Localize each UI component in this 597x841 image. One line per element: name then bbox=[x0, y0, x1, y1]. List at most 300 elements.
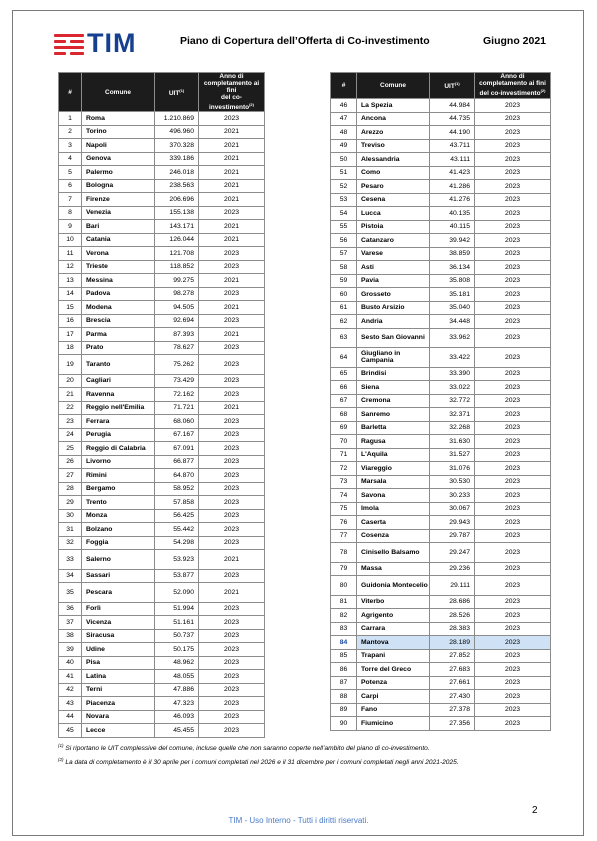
row-number: 87 bbox=[331, 676, 357, 690]
city-name: Torino bbox=[82, 125, 155, 139]
city-name: Carpi bbox=[357, 690, 430, 704]
completion-year: 2023 bbox=[475, 394, 551, 408]
completion-year: 2023 bbox=[199, 569, 265, 583]
uit-value: 33.422 bbox=[430, 348, 475, 368]
row-number: 60 bbox=[331, 288, 357, 302]
city-name: Imola bbox=[357, 502, 430, 516]
completion-year: 2023 bbox=[199, 469, 265, 483]
uit-value: 496.960 bbox=[155, 125, 199, 139]
col-header-anno: Anno di completamento ai fini del co-investimento$^{(2)}$ bbox=[475, 73, 551, 99]
row-number: 10 bbox=[59, 233, 82, 247]
table-row bbox=[331, 139, 551, 153]
table-row bbox=[331, 126, 551, 140]
table-row bbox=[59, 206, 265, 220]
table-row bbox=[331, 301, 551, 315]
city-name: Forlì bbox=[82, 602, 155, 616]
table-row bbox=[59, 656, 265, 670]
city-name: Palermo bbox=[82, 166, 155, 180]
uit-value: 27.378 bbox=[430, 703, 475, 717]
table-header-row bbox=[331, 73, 551, 99]
table-row bbox=[59, 179, 265, 193]
table-row bbox=[59, 139, 265, 153]
city-name: Fano bbox=[357, 703, 430, 717]
city-name: Busto Arsizio bbox=[357, 301, 430, 315]
city-name: Savona bbox=[357, 489, 430, 503]
uit-value: 55.442 bbox=[155, 523, 199, 537]
completion-year: 2023 bbox=[199, 602, 265, 616]
completion-year: 2023 bbox=[199, 415, 265, 429]
table-row bbox=[59, 629, 265, 643]
uit-value: 48.962 bbox=[155, 656, 199, 670]
city-name: Padova bbox=[82, 287, 155, 301]
uit-value: 38.859 bbox=[430, 247, 475, 261]
row-number: 7 bbox=[59, 193, 82, 207]
table-row bbox=[331, 502, 551, 516]
footnote-2: $^{(2)}$ La data di completamento è il 30 aprile per i comuni completati nel 2026 e il 31 dicembre per i comuni completati negli anni 2021-2025. bbox=[58, 757, 459, 767]
completion-year: 2023 bbox=[475, 676, 551, 690]
page-number: 2 bbox=[532, 805, 538, 816]
uit-value: 75.262 bbox=[155, 355, 199, 375]
row-number: 54 bbox=[331, 207, 357, 221]
uit-value: 29.247 bbox=[430, 543, 475, 563]
completion-year: 2021 bbox=[199, 274, 265, 288]
uit-value: 53.923 bbox=[155, 550, 199, 570]
city-name: Treviso bbox=[357, 139, 430, 153]
row-number: 13 bbox=[59, 274, 82, 288]
completion-year: 2023 bbox=[199, 656, 265, 670]
table-row bbox=[59, 583, 265, 603]
row-number: 22 bbox=[59, 401, 82, 415]
city-name: Rimini bbox=[82, 469, 155, 483]
uit-value: 57.858 bbox=[155, 496, 199, 510]
city-name: Livorno bbox=[82, 455, 155, 469]
table-row bbox=[59, 569, 265, 583]
table-row bbox=[331, 529, 551, 543]
uit-value: 68.060 bbox=[155, 415, 199, 429]
city-name: Marsala bbox=[357, 475, 430, 489]
city-name: Taranto bbox=[82, 355, 155, 375]
completion-year: 2023 bbox=[475, 348, 551, 368]
city-name: Cesena bbox=[357, 193, 430, 207]
completion-year: 2023 bbox=[475, 328, 551, 348]
completion-year: 2023 bbox=[199, 523, 265, 537]
uit-value: 32.268 bbox=[430, 421, 475, 435]
completion-year: 2023 bbox=[475, 261, 551, 275]
row-number: 27 bbox=[59, 469, 82, 483]
row-number: 48 bbox=[331, 126, 357, 140]
uit-value: 58.952 bbox=[155, 482, 199, 496]
row-number: 53 bbox=[331, 193, 357, 207]
row-number: 32 bbox=[59, 536, 82, 550]
completion-year: 2023 bbox=[475, 543, 551, 563]
uit-value: 27.661 bbox=[430, 676, 475, 690]
uit-value: 87.393 bbox=[155, 328, 199, 342]
completion-year: 2021 bbox=[199, 220, 265, 234]
row-number: 85 bbox=[331, 649, 357, 663]
uit-value: 27.852 bbox=[430, 649, 475, 663]
city-name: Reggio di Calabria bbox=[82, 442, 155, 456]
uit-value: 1.210.869 bbox=[155, 112, 199, 126]
completion-year: 2023 bbox=[475, 502, 551, 516]
city-name: Vicenza bbox=[82, 616, 155, 630]
row-number: 9 bbox=[59, 220, 82, 234]
uit-value: 27.683 bbox=[430, 663, 475, 677]
table-row bbox=[59, 287, 265, 301]
completion-year: 2023 bbox=[475, 381, 551, 395]
completion-year: 2023 bbox=[199, 670, 265, 684]
table-row bbox=[59, 550, 265, 570]
row-number: 68 bbox=[331, 408, 357, 422]
table-row bbox=[331, 516, 551, 530]
city-name: Modena bbox=[82, 301, 155, 315]
uit-value: 44.984 bbox=[430, 99, 475, 113]
table-row bbox=[331, 274, 551, 288]
city-name: Arezzo bbox=[357, 126, 430, 140]
row-number: 69 bbox=[331, 421, 357, 435]
completion-year: 2023 bbox=[199, 509, 265, 523]
city-name: Brindisi bbox=[357, 367, 430, 381]
completion-year: 2023 bbox=[199, 496, 265, 510]
city-name: Udine bbox=[82, 643, 155, 657]
uit-value: 43.711 bbox=[430, 139, 475, 153]
completion-year: 2023 bbox=[199, 724, 265, 738]
city-name: Ragusa bbox=[357, 435, 430, 449]
footnotes bbox=[58, 740, 558, 768]
city-name: Guidonia Montecelio bbox=[357, 576, 430, 596]
city-name: Massa bbox=[357, 562, 430, 576]
table-row bbox=[59, 469, 265, 483]
completion-year: 2023 bbox=[475, 435, 551, 449]
table-row bbox=[59, 233, 265, 247]
uit-value: 34.448 bbox=[430, 315, 475, 329]
completion-year: 2023 bbox=[199, 112, 265, 126]
completion-year: 2023 bbox=[475, 139, 551, 153]
table-row bbox=[331, 99, 551, 113]
row-number: 37 bbox=[59, 616, 82, 630]
table-row bbox=[59, 260, 265, 274]
row-number: 77 bbox=[331, 529, 357, 543]
completion-year: 2021 bbox=[199, 328, 265, 342]
completion-year: 2023 bbox=[475, 220, 551, 234]
uit-value: 47.323 bbox=[155, 697, 199, 711]
completion-year: 2023 bbox=[475, 516, 551, 530]
row-number: 26 bbox=[59, 455, 82, 469]
table-row bbox=[331, 367, 551, 381]
col-header-comune: Comune bbox=[357, 73, 430, 99]
row-number: 8 bbox=[59, 206, 82, 220]
table-row bbox=[331, 261, 551, 275]
completion-year: 2021 bbox=[199, 233, 265, 247]
row-number: 70 bbox=[331, 435, 357, 449]
uit-value: 72.162 bbox=[155, 388, 199, 402]
row-number: 16 bbox=[59, 314, 82, 328]
uit-value: 370.328 bbox=[155, 139, 199, 153]
city-name: Bari bbox=[82, 220, 155, 234]
page-title: Piano di Copertura dell’Offerta di Co-investimento bbox=[180, 35, 430, 47]
uit-value: 28.686 bbox=[430, 595, 475, 609]
city-name: Brescia bbox=[82, 314, 155, 328]
city-name: Alessandria bbox=[357, 153, 430, 167]
uit-value: 29.943 bbox=[430, 516, 475, 530]
table-row bbox=[331, 717, 551, 731]
row-number: 6 bbox=[59, 179, 82, 193]
table-row bbox=[331, 381, 551, 395]
table-row bbox=[59, 643, 265, 657]
uit-value: 44.190 bbox=[430, 126, 475, 140]
uit-value: 28.526 bbox=[430, 609, 475, 623]
completion-year: 2023 bbox=[475, 690, 551, 704]
row-number: 90 bbox=[331, 717, 357, 731]
city-name: Pesaro bbox=[357, 180, 430, 194]
tim-logo bbox=[54, 28, 146, 59]
table-row bbox=[331, 636, 551, 650]
row-number: 28 bbox=[59, 482, 82, 496]
uit-value: 67.167 bbox=[155, 428, 199, 442]
city-name: Viareggio bbox=[357, 462, 430, 476]
row-number: 79 bbox=[331, 562, 357, 576]
row-number: 67 bbox=[331, 394, 357, 408]
city-name: Firenze bbox=[82, 193, 155, 207]
footnote-1: $^{(1)}$ Si riportano le UIT complessive del comune, incluse quelle che non saranno coperte nell’ambito del piano di co-investimento. bbox=[58, 743, 430, 753]
tim-logo-mark-icon bbox=[54, 34, 84, 56]
completion-year: 2021 bbox=[199, 139, 265, 153]
row-number: 65 bbox=[331, 367, 357, 381]
table-row bbox=[59, 401, 265, 415]
table-row bbox=[331, 435, 551, 449]
row-number: 61 bbox=[331, 301, 357, 315]
uit-value: 35.808 bbox=[430, 274, 475, 288]
table-row bbox=[331, 153, 551, 167]
uit-value: 48.055 bbox=[155, 670, 199, 684]
uit-value: 51.994 bbox=[155, 602, 199, 616]
row-number: 43 bbox=[59, 697, 82, 711]
completion-year: 2023 bbox=[475, 649, 551, 663]
row-number: 50 bbox=[331, 153, 357, 167]
table-row bbox=[331, 649, 551, 663]
completion-year: 2023 bbox=[199, 455, 265, 469]
table-row bbox=[331, 207, 551, 221]
row-number: 47 bbox=[331, 112, 357, 126]
completion-year: 2023 bbox=[475, 207, 551, 221]
city-name: Cinisello Balsamo bbox=[357, 543, 430, 563]
city-name: Napoli bbox=[82, 139, 155, 153]
city-name: Ravenna bbox=[82, 388, 155, 402]
row-number: 83 bbox=[331, 622, 357, 636]
table-row bbox=[59, 152, 265, 166]
row-number: 66 bbox=[331, 381, 357, 395]
uit-value: 71.721 bbox=[155, 401, 199, 415]
city-name: Siracusa bbox=[82, 629, 155, 643]
table-header-row bbox=[59, 73, 265, 112]
city-name: Sassari bbox=[82, 569, 155, 583]
completion-year: 2021 bbox=[199, 166, 265, 180]
city-name: Perugia bbox=[82, 428, 155, 442]
completion-year: 2023 bbox=[475, 475, 551, 489]
completion-year: 2023 bbox=[475, 663, 551, 677]
table-row bbox=[331, 462, 551, 476]
completion-year: 2021 bbox=[199, 193, 265, 207]
city-name: Latina bbox=[82, 670, 155, 684]
city-name: Asti bbox=[357, 261, 430, 275]
completion-year: 2023 bbox=[199, 388, 265, 402]
uit-value: 31.527 bbox=[430, 448, 475, 462]
table-row bbox=[59, 670, 265, 684]
completion-year: 2023 bbox=[199, 287, 265, 301]
row-number: 78 bbox=[331, 543, 357, 563]
row-number: 73 bbox=[331, 475, 357, 489]
city-name: Fiumicino bbox=[357, 717, 430, 731]
city-name: Salerno bbox=[82, 550, 155, 570]
table-row bbox=[331, 448, 551, 462]
uit-value: 47.886 bbox=[155, 683, 199, 697]
completion-year: 2023 bbox=[199, 683, 265, 697]
city-name: Barletta bbox=[357, 421, 430, 435]
uit-value: 30.530 bbox=[430, 475, 475, 489]
table-row bbox=[331, 663, 551, 677]
table-row bbox=[331, 690, 551, 704]
table-row bbox=[59, 710, 265, 724]
city-name: Potenza bbox=[357, 676, 430, 690]
uit-value: 246.018 bbox=[155, 166, 199, 180]
table-row bbox=[59, 523, 265, 537]
completion-year: 2021 bbox=[199, 125, 265, 139]
uit-value: 33.390 bbox=[430, 367, 475, 381]
completion-year: 2023 bbox=[475, 180, 551, 194]
row-number: 75 bbox=[331, 502, 357, 516]
uit-value: 40.135 bbox=[430, 207, 475, 221]
table-row bbox=[331, 394, 551, 408]
completion-year: 2023 bbox=[475, 489, 551, 503]
city-name: Carrara bbox=[357, 622, 430, 636]
table-row bbox=[59, 125, 265, 139]
completion-year: 2021 bbox=[199, 401, 265, 415]
uit-value: 28.189 bbox=[430, 636, 475, 650]
completion-year: 2023 bbox=[475, 448, 551, 462]
city-name: Agrigento bbox=[357, 609, 430, 623]
city-name: Foggia bbox=[82, 536, 155, 550]
city-name: Pisa bbox=[82, 656, 155, 670]
page-footer: TIM - Uso Interno - Tutti i diritti riservati. bbox=[228, 816, 369, 825]
row-number: 84 bbox=[331, 636, 357, 650]
row-number: 4 bbox=[59, 152, 82, 166]
completion-year: 2023 bbox=[199, 643, 265, 657]
completion-year: 2023 bbox=[475, 301, 551, 315]
completion-year: 2023 bbox=[199, 536, 265, 550]
row-number: 58 bbox=[331, 261, 357, 275]
uit-value: 53.877 bbox=[155, 569, 199, 583]
coverage-table-left bbox=[58, 72, 265, 738]
uit-value: 143.171 bbox=[155, 220, 199, 234]
table-row bbox=[331, 562, 551, 576]
table-row bbox=[331, 180, 551, 194]
city-name: Torre del Greco bbox=[357, 663, 430, 677]
table-row bbox=[59, 374, 265, 388]
uit-value: 43.111 bbox=[430, 153, 475, 167]
city-name: Pescara bbox=[82, 583, 155, 603]
table-row bbox=[59, 193, 265, 207]
row-number: 57 bbox=[331, 247, 357, 261]
table-row bbox=[331, 166, 551, 180]
row-number: 15 bbox=[59, 301, 82, 315]
row-number: 36 bbox=[59, 602, 82, 616]
row-number: 49 bbox=[331, 139, 357, 153]
city-name: Ferrara bbox=[82, 415, 155, 429]
row-number: 21 bbox=[59, 388, 82, 402]
table-row bbox=[59, 341, 265, 355]
uit-value: 41.276 bbox=[430, 193, 475, 207]
uit-value: 29.236 bbox=[430, 562, 475, 576]
uit-value: 30.067 bbox=[430, 502, 475, 516]
city-name: Caserta bbox=[357, 516, 430, 530]
uit-value: 41.423 bbox=[430, 166, 475, 180]
uit-value: 118.852 bbox=[155, 260, 199, 274]
uit-value: 27.430 bbox=[430, 690, 475, 704]
city-name: Terni bbox=[82, 683, 155, 697]
table-row bbox=[59, 616, 265, 630]
table-row bbox=[59, 274, 265, 288]
table-row bbox=[59, 536, 265, 550]
city-name: Varese bbox=[357, 247, 430, 261]
city-name: Verona bbox=[82, 247, 155, 261]
uit-value: 45.455 bbox=[155, 724, 199, 738]
city-name: Trento bbox=[82, 496, 155, 510]
completion-year: 2023 bbox=[199, 442, 265, 456]
uit-value: 27.356 bbox=[430, 717, 475, 731]
completion-year: 2023 bbox=[199, 710, 265, 724]
completion-year: 2023 bbox=[199, 206, 265, 220]
row-number: 29 bbox=[59, 496, 82, 510]
col-header-comune: Comune bbox=[82, 73, 155, 112]
city-name: L'Aquila bbox=[357, 448, 430, 462]
uit-value: 339.186 bbox=[155, 152, 199, 166]
uit-value: 78.627 bbox=[155, 341, 199, 355]
row-number: 86 bbox=[331, 663, 357, 677]
uit-value: 31.076 bbox=[430, 462, 475, 476]
uit-value: 54.298 bbox=[155, 536, 199, 550]
row-number: 89 bbox=[331, 703, 357, 717]
table-row bbox=[59, 247, 265, 261]
uit-value: 35.181 bbox=[430, 288, 475, 302]
uit-value: 99.275 bbox=[155, 274, 199, 288]
city-name: Pistoia bbox=[357, 220, 430, 234]
row-number: 25 bbox=[59, 442, 82, 456]
col-header-anno: Anno di completamento ai fini del co-investimento$^{(2)}$ bbox=[199, 73, 265, 112]
completion-year: 2023 bbox=[475, 562, 551, 576]
row-number: 64 bbox=[331, 348, 357, 368]
completion-year: 2023 bbox=[475, 99, 551, 113]
table-row bbox=[59, 314, 265, 328]
row-number: 46 bbox=[331, 99, 357, 113]
row-number: 63 bbox=[331, 328, 357, 348]
completion-year: 2023 bbox=[475, 595, 551, 609]
completion-year: 2021 bbox=[199, 152, 265, 166]
table-row bbox=[59, 602, 265, 616]
row-number: 34 bbox=[59, 569, 82, 583]
completion-year: 2023 bbox=[475, 421, 551, 435]
col-header-uit: UIT$^{(1)}$ bbox=[155, 73, 199, 112]
completion-year: 2023 bbox=[475, 408, 551, 422]
city-name: Trieste bbox=[82, 260, 155, 274]
row-number: 30 bbox=[59, 509, 82, 523]
row-number: 74 bbox=[331, 489, 357, 503]
table-row bbox=[331, 622, 551, 636]
table-row bbox=[331, 234, 551, 248]
completion-year: 2023 bbox=[475, 367, 551, 381]
row-number: 82 bbox=[331, 609, 357, 623]
table-row bbox=[331, 348, 551, 368]
city-name: Genova bbox=[82, 152, 155, 166]
row-number: 23 bbox=[59, 415, 82, 429]
